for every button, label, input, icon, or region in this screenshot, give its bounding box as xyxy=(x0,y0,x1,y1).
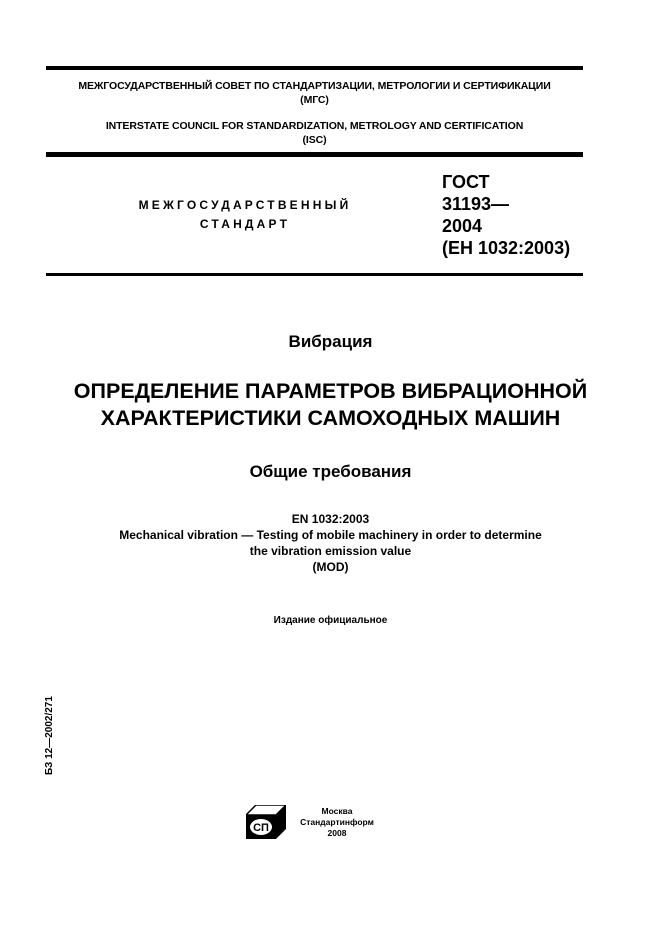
header-bottom-rule xyxy=(46,152,583,157)
council-ru xyxy=(46,79,583,107)
gost-line2: 31193— xyxy=(442,194,510,214)
reference-line1: Mechanical vibration — Testing of mobile machinery in order to determine xyxy=(119,528,542,542)
standartinform-logo-icon xyxy=(246,805,286,839)
subject-title: Вибрация xyxy=(288,332,373,351)
imprint xyxy=(296,806,378,839)
standard-label-line1: МЕЖГОСУДАРСТВЕННЫЙ xyxy=(138,198,352,212)
reference-block xyxy=(0,511,661,575)
gost-line3: 2004 xyxy=(442,216,483,236)
edition-label: Издание официальное xyxy=(273,615,388,626)
gost-line1: ГОСТ xyxy=(442,172,490,192)
imprint-publisher: Стандартинформ xyxy=(300,817,374,827)
council-ru-name: МЕЖГОСУДАРСТВЕННЫЙ СОВЕТ ПО СТАНДАРТИЗАЦИИ, МЕТРОЛОГИИ И СЕРТИФИКАЦИИ xyxy=(78,80,551,92)
main-title xyxy=(0,378,661,432)
imprint-city: Москва xyxy=(321,806,353,816)
council-en xyxy=(46,119,583,147)
council-en-name: INTERSTATE COUNCIL FOR STANDARDIZATION, METROLOGY AND CERTIFICATION xyxy=(105,120,524,132)
standard-label xyxy=(100,196,390,234)
council-ru-abbr: (МГС) xyxy=(300,94,329,106)
side-code: БЗ 12—2002/271 xyxy=(44,696,55,775)
top-rule xyxy=(46,66,583,70)
main-title-line2: ХАРАКТЕРИСТИКИ САМОХОДНЫХ МАШИН xyxy=(100,406,561,430)
subtitle: Общие требования xyxy=(249,462,412,481)
council-en-abbr: (ISC) xyxy=(302,134,327,146)
standard-block-rule xyxy=(46,273,583,276)
main-title-line1: ОПРЕДЕЛЕНИЕ ПАРАМЕТРОВ ВИБРАЦИОННОЙ xyxy=(73,379,588,403)
gost-designation xyxy=(442,171,570,259)
reference-code: EN 1032:2003 xyxy=(291,512,370,526)
standard-label-line2: СТАНДАРТ xyxy=(199,217,291,231)
gost-line4: (ЕН 1032:2003) xyxy=(442,238,571,258)
reference-mod: (MOD) xyxy=(312,560,349,574)
reference-line2: the vibration emission value xyxy=(249,544,412,558)
svg-text:СП: СП xyxy=(253,822,269,834)
logo-graphic xyxy=(246,805,286,839)
imprint-year: 2008 xyxy=(327,828,347,838)
